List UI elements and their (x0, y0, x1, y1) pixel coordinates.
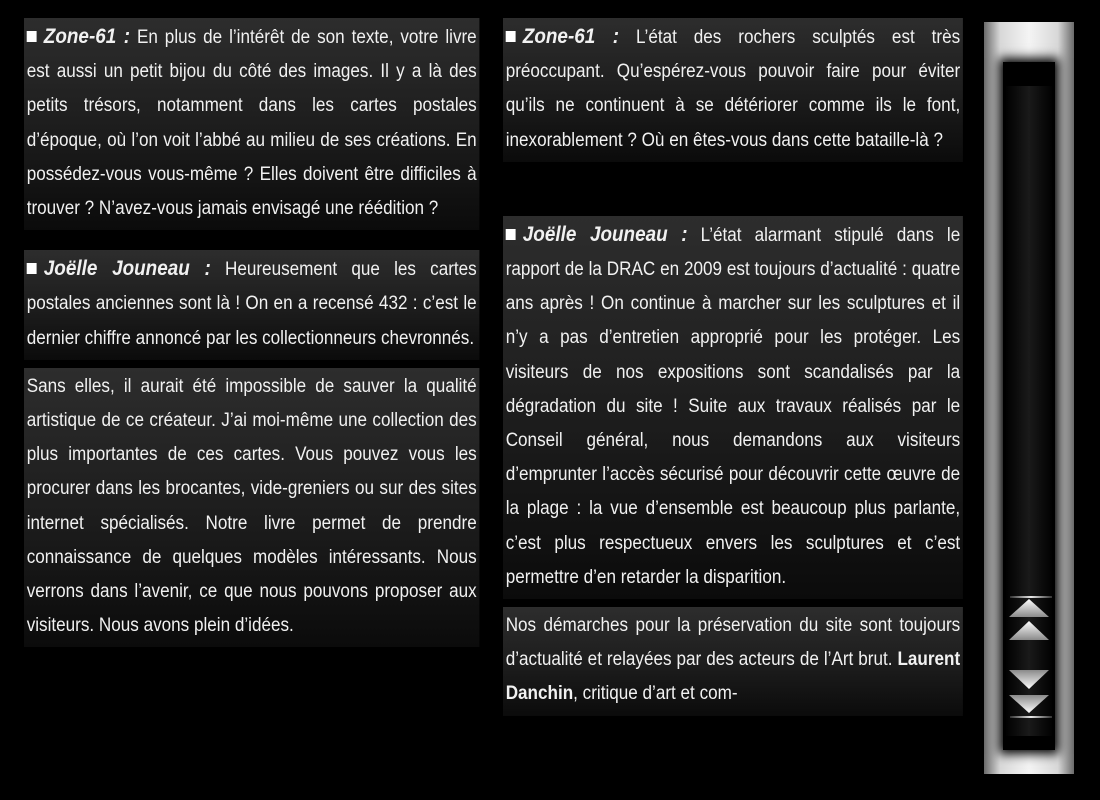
paragraph (506, 609, 960, 712)
up-arrow-icon[interactable] (1006, 620, 1052, 642)
left-column (24, 18, 482, 647)
paragraph (506, 20, 960, 158)
paragraph-text: Heureusement que les cartes postales anciennes sont là ! On en a recensé 432 : c’est le dernier chiffre annoncé par les collectionneurs chevronnés. (26, 259, 477, 349)
bullet-square-icon (506, 229, 516, 240)
answer-block (503, 216, 963, 599)
paragraph (27, 252, 477, 356)
answer-block (24, 250, 479, 360)
down-arrow-icon[interactable] (1006, 668, 1052, 690)
paragraph-text: Nos démarches pour la préservation du site sont toujours d’actualité et relayées par des acteurs de l’Art brut. (505, 615, 961, 671)
paragraph-text: L’état alarmant stipulé dans le rapport de la DRAC en 2009 est toujours d’actualité : quatre ans après ! On continue à marcher sur les sculptures et il n’y a pas d’entretien approprié pour les protéger. Les visiteurs de nos expositions sont scandalisés par la dégradation du site ! Suite aux travaux réalisés par le Conseil général, nous demandons aux visiteurs d’emprunter l’accès sécurisé pour découvrir cette œuvre de la plage : la vue d’ensemble est beaucoup plus parlante, c’est plus respectueux envers les sculptures et c’est permettre d’en retarder la disparition. (505, 224, 961, 588)
speaker-label: Joëlle Jouneau : (43, 257, 211, 281)
speaker-label: Joëlle Jouneau : (522, 222, 688, 246)
answer-continuation-block (24, 368, 479, 648)
bullet-square-icon (27, 31, 37, 42)
question-block (503, 18, 963, 162)
speaker-label: Zone-61 : (522, 25, 620, 48)
paragraph-text-tail: , critique d’art et com- (573, 683, 738, 705)
paragraph-text: L’état des rochers sculptés est très préoccupant. Qu’espérez-vous pouvoir faire pour éviter qu’ils ne continuent à se détériorer comme ils le font, inexorablement ? Où en êtes-vous dans cette bataille-là ? (505, 27, 961, 151)
question-block (24, 18, 479, 230)
person-name: Laurent Danchin (505, 649, 961, 705)
paragraph (506, 218, 960, 595)
bullet-square-icon (27, 263, 37, 274)
paragraph-text: Sans elles, il aurait été impossible de sauver la qualité artistique de ce créateur. J’ai moi-même une collection des plus importantes de ces cartes. Vous pouvez vous les procurer dans les brocantes, vide-greniers ou sur des sites internet spécialisés. Notre livre permet de prendre connaissance de quelques modèles intéressants. Nous verrons dans l’avenir, ce que nous pouvons proposer aux visiteurs. Nous avons plein d’idées. (26, 375, 477, 637)
paragraph-text: En plus de l’intérêt de son texte, votre livre est aussi un petit bijou du côté des images. Il y a là des petits trésors, notamment dans les cartes postales d’époque, où l’on voit l’abbé au milieu de ses créations. En possédez-vous vous-même ? Elles doivent être difficiles à trouver ? N’avez-vous jamais envisagé une réédition ? (26, 27, 477, 220)
speaker-label: Zone-61 : (43, 25, 131, 48)
double-down-arrow-icon[interactable] (1006, 694, 1052, 716)
bullet-square-icon (506, 31, 516, 42)
paragraph (27, 20, 477, 226)
right-column (503, 18, 963, 716)
double-up-arrow-icon[interactable] (1006, 596, 1052, 618)
answer-continuation-block (503, 607, 963, 716)
vertical-scrollbar[interactable] (984, 22, 1074, 774)
